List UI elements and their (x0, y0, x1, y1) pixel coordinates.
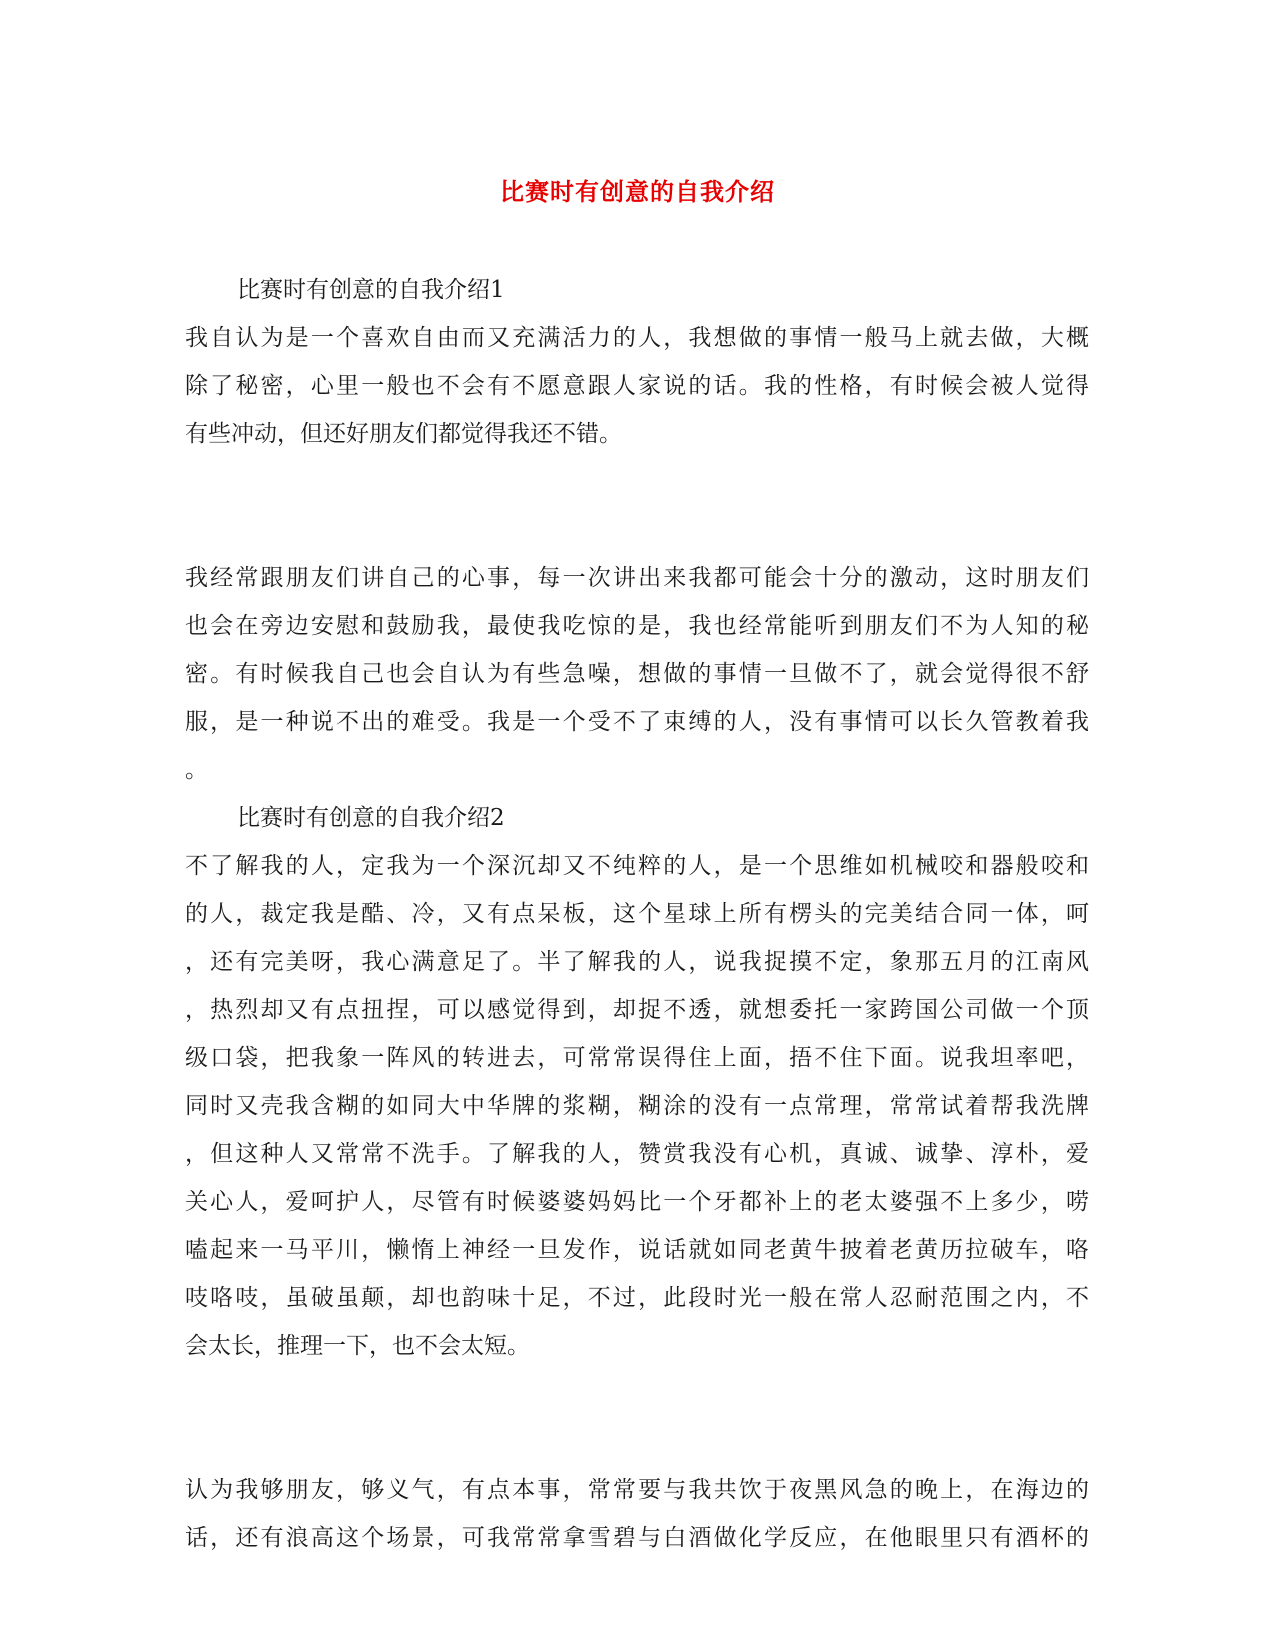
body-text-line: 会太长，推理一下，也不会太短。 (185, 1333, 530, 1359)
paragraph-gap (185, 1370, 1089, 1466)
body-text-line: 同时又壳我含糊的如同大中华牌的浆糊，糊涂的没有一点常理，常常试着帮我洗牌 (185, 1093, 1089, 1119)
document-title: 比赛时有创意的自我介绍 (500, 177, 775, 206)
body-text-line: 认为我够朋友，够义气，有点本事，常常要与我共饮于夜黑风急的晚上，在海边的 (185, 1477, 1089, 1503)
paragraph-gap (185, 458, 1089, 554)
body-text-line: 也会在旁边安慰和鼓励我，最使我吃惊的是，我也经常能听到朋友们不为人知的秘 (185, 613, 1089, 639)
body-text-line: 服，是一种说不出的难受。我是一个受不了束缚的人，没有事情可以长久管教着我 (185, 709, 1089, 735)
body-text-line: 。 (185, 757, 208, 783)
document-body (185, 266, 1089, 1562)
body-text-line: 话，还有浪高这个场景，可我常常拿雪碧与白酒做化学反应，在他眼里只有酒杯的 (185, 1525, 1089, 1551)
body-text-line: 除了秘密，心里一般也不会有不愿意跟人家说的话。我的性格，有时候会被人觉得 (185, 373, 1089, 399)
body-text-line: 嗑起来一马平川，懒惰上神经一旦发作，说话就如同老黄牛披着老黄历拉破车，咯 (185, 1237, 1089, 1263)
body-text-line: 的人，裁定我是酷、冷，又有点呆板，这个星球上所有楞头的完美结合同一体，呵 (185, 901, 1089, 927)
body-text-line: 不了解我的人，定我为一个深沉却又不纯粹的人，是一个思维如机械咬和器般咬和 (185, 853, 1089, 879)
body-text-line: 级口袋，把我象一阵风的转进去，可常常误得住上面，捂不住下面。说我坦率吧， (185, 1045, 1089, 1071)
body-text-line: 密。有时候我自己也会自认为有些急噪，想做的事情一旦做不了，就会觉得很不舒 (185, 661, 1089, 687)
section-heading: 比赛时有创意的自我介绍2 (237, 805, 505, 831)
body-text-line: 吱咯吱，虽破虽颠，却也韵味十足，不过，此段时光一般在常人忍耐范围之内，不 (185, 1285, 1089, 1311)
body-text-line: 有些冲动，但还好朋友们都觉得我还不错。 (185, 421, 622, 447)
body-text-line: 我自认为是一个喜欢自由而又充满活力的人，我想做的事情一般马上就去做，大概 (185, 325, 1089, 351)
body-text-line: ，还有完美呀，我心满意足了。半了解我的人，说我捉摸不定，象那五月的江南风 (185, 949, 1089, 975)
body-text-line: ，但这种人又常常不洗手。了解我的人，赞赏我没有心机，真诚、诚挚、淳朴，爱 (185, 1141, 1089, 1167)
body-text-line: 我经常跟朋友们讲自己的心事，每一次讲出来我都可能会十分的激动，这时朋友们 (185, 565, 1089, 591)
body-text-line: 关心人，爱呵护人，尽管有时候婆婆妈妈比一个牙都补上的老太婆强不上多少，唠 (185, 1189, 1089, 1215)
body-text-line: ，热烈却又有点扭捏，可以感觉得到，却捉不透，就想委托一家跨国公司做一个顶 (185, 997, 1089, 1023)
section-heading: 比赛时有创意的自我介绍1 (237, 277, 505, 303)
